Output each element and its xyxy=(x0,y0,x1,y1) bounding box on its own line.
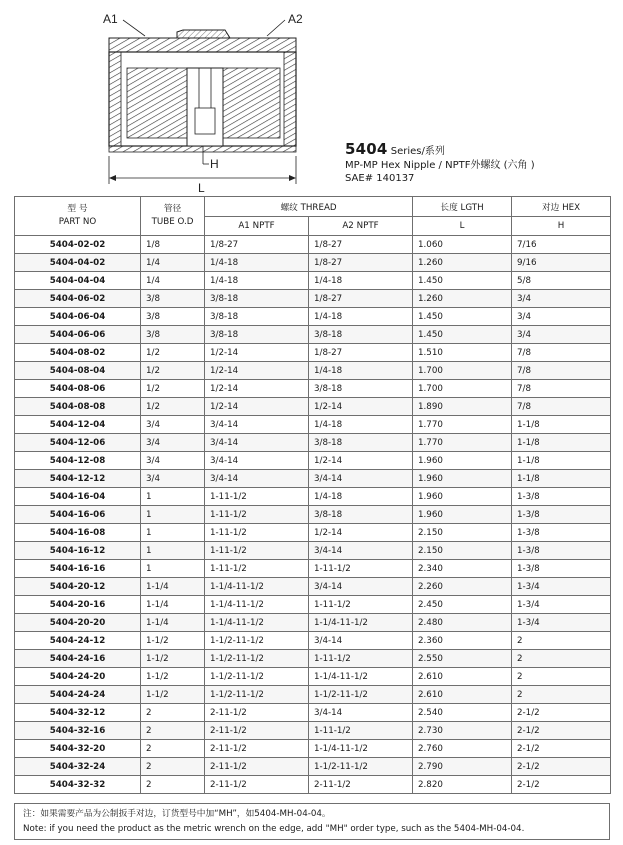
cell-length: 1.700 xyxy=(413,362,512,380)
header-length-sub: L xyxy=(413,217,512,236)
cell-tube-od: 1/4 xyxy=(141,254,205,272)
cell-thread-a1: 1/4-18 xyxy=(205,254,309,272)
header-part-no-en: PART NO xyxy=(58,217,97,227)
cell-thread-a2: 1-11-1/2 xyxy=(309,650,413,668)
note-cn: 注：如果需要产品为公制扳手对边，订货型号中加“MH”，如5404-MH-04-04。 xyxy=(23,809,331,819)
cell-thread-a2: 1/8-27 xyxy=(309,254,413,272)
header-length: 长度 LGTH xyxy=(413,197,512,217)
table-row xyxy=(15,560,611,578)
cell-length: 1.060 xyxy=(413,236,512,254)
cell-thread-a2: 1-11-1/2 xyxy=(309,560,413,578)
cell-thread-a2: 1/2-14 xyxy=(309,524,413,542)
cell-tube-od: 3/8 xyxy=(141,290,205,308)
header-tube-cn: 管径 xyxy=(163,204,182,214)
cell-thread-a1: 1-11-1/2 xyxy=(205,542,309,560)
cell-tube-od: 1-1/2 xyxy=(141,650,205,668)
cell-part-no: 5404-06-06 xyxy=(15,326,141,344)
cell-thread-a1: 2-11-1/2 xyxy=(205,758,309,776)
table-row xyxy=(15,308,611,326)
product-description: MP-MP Hex Nipple / NPTF外螺纹 (六角 ) xyxy=(345,160,535,171)
cell-hex: 1-3/8 xyxy=(512,560,611,578)
cell-tube-od: 2 xyxy=(141,776,205,794)
table-row xyxy=(15,254,611,272)
table-row xyxy=(15,398,611,416)
cell-hex: 1-3/4 xyxy=(512,596,611,614)
cell-part-no: 5404-24-16 xyxy=(15,650,141,668)
cell-length: 1.450 xyxy=(413,326,512,344)
cell-thread-a2: 3/4-14 xyxy=(309,578,413,596)
cell-length: 2.260 xyxy=(413,578,512,596)
order-note xyxy=(14,803,610,840)
cell-hex: 1-3/8 xyxy=(512,524,611,542)
cell-length: 2.480 xyxy=(413,614,512,632)
table-row xyxy=(15,668,611,686)
cell-thread-a1: 1-11-1/2 xyxy=(205,524,309,542)
cell-hex: 3/4 xyxy=(512,326,611,344)
cell-length: 2.360 xyxy=(413,632,512,650)
cell-length: 1.510 xyxy=(413,344,512,362)
cell-tube-od: 1-1/2 xyxy=(141,668,205,686)
cell-part-no: 5404-08-06 xyxy=(15,380,141,398)
cell-hex: 2-1/2 xyxy=(512,776,611,794)
cell-part-no: 5404-08-02 xyxy=(15,344,141,362)
cell-part-no: 5404-24-20 xyxy=(15,668,141,686)
cell-part-no: 5404-12-08 xyxy=(15,452,141,470)
table-row xyxy=(15,632,611,650)
cell-hex: 7/8 xyxy=(512,344,611,362)
cell-length: 1.450 xyxy=(413,308,512,326)
cell-part-no: 5404-32-20 xyxy=(15,740,141,758)
title-block xyxy=(345,142,615,185)
cell-thread-a1: 3/4-14 xyxy=(205,470,309,488)
cell-length: 1.960 xyxy=(413,506,512,524)
cell-hex: 1-3/4 xyxy=(512,614,611,632)
cell-thread-a1: 1/2-14 xyxy=(205,398,309,416)
cell-length: 1.890 xyxy=(413,398,512,416)
cell-length: 2.610 xyxy=(413,686,512,704)
cell-thread-a2: 1/8-27 xyxy=(309,344,413,362)
table-row xyxy=(15,452,611,470)
cell-part-no: 5404-16-16 xyxy=(15,560,141,578)
cell-thread-a2: 1/4-18 xyxy=(309,416,413,434)
cell-hex: 1-3/8 xyxy=(512,542,611,560)
cell-thread-a2: 1/4-18 xyxy=(309,308,413,326)
cell-part-no: 5404-06-02 xyxy=(15,290,141,308)
cell-hex: 5/8 xyxy=(512,272,611,290)
table-row xyxy=(15,524,611,542)
cell-part-no: 5404-32-16 xyxy=(15,722,141,740)
cell-thread-a2: 1/4-18 xyxy=(309,488,413,506)
cell-length: 2.150 xyxy=(413,542,512,560)
cell-hex: 1-1/8 xyxy=(512,434,611,452)
table-row xyxy=(15,362,611,380)
cell-thread-a2: 3/8-18 xyxy=(309,434,413,452)
header-hex: 对边 HEX xyxy=(512,197,611,217)
cell-tube-od: 1 xyxy=(141,524,205,542)
cell-part-no: 5404-24-12 xyxy=(15,632,141,650)
cell-part-no: 5404-20-12 xyxy=(15,578,141,596)
sae-number: SAE# 140137 xyxy=(345,173,415,184)
cell-thread-a2: 3/4-14 xyxy=(309,542,413,560)
cell-tube-od: 1-1/4 xyxy=(141,596,205,614)
cell-hex: 2-1/2 xyxy=(512,704,611,722)
spec-table xyxy=(14,196,611,794)
cell-thread-a2: 1-1/4-11-1/2 xyxy=(309,668,413,686)
cell-thread-a2: 3/8-18 xyxy=(309,506,413,524)
cell-hex: 2 xyxy=(512,650,611,668)
cell-part-no: 5404-12-06 xyxy=(15,434,141,452)
hex-nipple-drawing xyxy=(95,6,310,196)
table-row xyxy=(15,434,611,452)
cell-thread-a2: 3/4-14 xyxy=(309,704,413,722)
cell-thread-a1: 1-1/2-11-1/2 xyxy=(205,650,309,668)
cell-thread-a2: 3/8-18 xyxy=(309,326,413,344)
table-row xyxy=(15,380,611,398)
table-row xyxy=(15,542,611,560)
label-a1: A1 xyxy=(103,12,118,26)
cell-length: 2.790 xyxy=(413,758,512,776)
cell-length: 2.760 xyxy=(413,740,512,758)
cell-tube-od: 1/2 xyxy=(141,344,205,362)
series-suffix: Series/系列 xyxy=(387,146,445,157)
cell-part-no: 5404-08-08 xyxy=(15,398,141,416)
cell-length: 2.820 xyxy=(413,776,512,794)
cell-part-no: 5404-08-04 xyxy=(15,362,141,380)
cell-length: 1.960 xyxy=(413,452,512,470)
cell-thread-a1: 1-1/4-11-1/2 xyxy=(205,596,309,614)
cell-thread-a1: 1/2-14 xyxy=(205,362,309,380)
cell-tube-od: 1 xyxy=(141,560,205,578)
cell-thread-a2: 1/4-18 xyxy=(309,272,413,290)
cell-hex: 2-1/2 xyxy=(512,722,611,740)
table-row xyxy=(15,416,611,434)
cell-thread-a1: 2-11-1/2 xyxy=(205,740,309,758)
cell-part-no: 5404-20-16 xyxy=(15,596,141,614)
cell-thread-a1: 3/8-18 xyxy=(205,290,309,308)
top-thread xyxy=(109,38,296,52)
cell-thread-a1: 3/8-18 xyxy=(205,326,309,344)
cell-length: 2.340 xyxy=(413,560,512,578)
cell-tube-od: 3/8 xyxy=(141,308,205,326)
cell-thread-a1: 3/4-14 xyxy=(205,434,309,452)
cell-length: 1.770 xyxy=(413,434,512,452)
cell-hex: 1-3/8 xyxy=(512,488,611,506)
cell-thread-a2: 1/2-14 xyxy=(309,452,413,470)
cell-part-no: 5404-16-06 xyxy=(15,506,141,524)
table-row xyxy=(15,686,611,704)
table-row xyxy=(15,326,611,344)
table-row xyxy=(15,578,611,596)
cell-tube-od: 2 xyxy=(141,722,205,740)
cell-part-no: 5404-16-04 xyxy=(15,488,141,506)
table-row xyxy=(15,650,611,668)
cell-tube-od: 1-1/2 xyxy=(141,632,205,650)
cell-thread-a2: 1/8-27 xyxy=(309,290,413,308)
cell-thread-a1: 1-1/4-11-1/2 xyxy=(205,578,309,596)
cell-thread-a1: 3/4-14 xyxy=(205,416,309,434)
header-a2: A2 NPTF xyxy=(309,217,413,236)
cell-hex: 2 xyxy=(512,686,611,704)
cell-thread-a1: 1-1/2-11-1/2 xyxy=(205,632,309,650)
cell-part-no: 5404-20-20 xyxy=(15,614,141,632)
cell-thread-a2: 3/4-14 xyxy=(309,470,413,488)
cell-part-no: 5404-24-24 xyxy=(15,686,141,704)
cell-thread-a2: 1-1/2-11-1/2 xyxy=(309,686,413,704)
cell-thread-a1: 1-11-1/2 xyxy=(205,488,309,506)
table-row xyxy=(15,290,611,308)
cell-hex: 9/16 xyxy=(512,254,611,272)
cell-thread-a2: 3/4-14 xyxy=(309,632,413,650)
cell-length: 1.260 xyxy=(413,254,512,272)
cell-tube-od: 1-1/4 xyxy=(141,578,205,596)
cell-thread-a1: 1-1/2-11-1/2 xyxy=(205,686,309,704)
header-a1: A1 NPTF xyxy=(205,217,309,236)
header-part-no xyxy=(15,197,141,236)
label-a2: A2 xyxy=(288,12,303,26)
cell-tube-od: 1/4 xyxy=(141,272,205,290)
cell-tube-od: 3/4 xyxy=(141,416,205,434)
cell-length: 2.540 xyxy=(413,704,512,722)
table-row xyxy=(15,740,611,758)
cell-length: 2.730 xyxy=(413,722,512,740)
cell-thread-a2: 1-11-1/2 xyxy=(309,596,413,614)
table-row xyxy=(15,596,611,614)
cell-thread-a2: 1/4-18 xyxy=(309,362,413,380)
cell-thread-a2: 1/2-14 xyxy=(309,398,413,416)
cell-hex: 3/4 xyxy=(512,290,611,308)
cell-thread-a1: 1-1/4-11-1/2 xyxy=(205,614,309,632)
cell-thread-a1: 1/2-14 xyxy=(205,344,309,362)
cell-tube-od: 1-1/2 xyxy=(141,686,205,704)
cell-part-no: 5404-16-12 xyxy=(15,542,141,560)
header-hex-sub: H xyxy=(512,217,611,236)
cell-hex: 7/8 xyxy=(512,398,611,416)
cell-tube-od: 1/8 xyxy=(141,236,205,254)
right-wall xyxy=(284,52,296,146)
cell-tube-od: 3/4 xyxy=(141,470,205,488)
cell-length: 2.550 xyxy=(413,650,512,668)
cell-tube-od: 2 xyxy=(141,758,205,776)
cell-length: 1.450 xyxy=(413,272,512,290)
cell-hex: 7/16 xyxy=(512,236,611,254)
table-row xyxy=(15,506,611,524)
cell-part-no: 5404-32-12 xyxy=(15,704,141,722)
table-row xyxy=(15,344,611,362)
cell-thread-a1: 1-11-1/2 xyxy=(205,560,309,578)
cell-tube-od: 1/2 xyxy=(141,380,205,398)
label-h: H xyxy=(210,157,219,171)
cell-length: 1.700 xyxy=(413,380,512,398)
cell-thread-a2: 1-1/4-11-1/2 xyxy=(309,740,413,758)
cell-hex: 2 xyxy=(512,668,611,686)
table-row xyxy=(15,614,611,632)
table-row xyxy=(15,236,611,254)
cell-part-no: 5404-04-02 xyxy=(15,254,141,272)
cell-part-no: 5404-32-32 xyxy=(15,776,141,794)
cell-thread-a2: 1-11-1/2 xyxy=(309,722,413,740)
cell-length: 1.960 xyxy=(413,470,512,488)
cell-part-no: 5404-12-12 xyxy=(15,470,141,488)
cell-thread-a1: 2-11-1/2 xyxy=(205,722,309,740)
cell-part-no: 5404-32-24 xyxy=(15,758,141,776)
cell-thread-a2: 2-11-1/2 xyxy=(309,776,413,794)
cell-tube-od: 3/4 xyxy=(141,434,205,452)
cell-thread-a1: 1/2-14 xyxy=(205,380,309,398)
table-row xyxy=(15,470,611,488)
cell-hex: 2 xyxy=(512,632,611,650)
header-part-no-cn: 型 号 xyxy=(67,204,88,214)
table-row xyxy=(15,758,611,776)
header-tube xyxy=(141,197,205,236)
cell-tube-od: 1 xyxy=(141,506,205,524)
cell-part-no: 5404-02-02 xyxy=(15,236,141,254)
table-row xyxy=(15,488,611,506)
cell-thread-a2: 3/8-18 xyxy=(309,380,413,398)
spec-table-body xyxy=(15,236,611,794)
table-row xyxy=(15,272,611,290)
cell-thread-a1: 3/8-18 xyxy=(205,308,309,326)
cell-tube-od: 1/2 xyxy=(141,362,205,380)
cell-part-no: 5404-16-08 xyxy=(15,524,141,542)
note-en: Note: if you need the product as the metric wrench on the edge, add "MH" order type, such as the 5404-MH-04-04. xyxy=(23,824,525,834)
cell-length: 1.960 xyxy=(413,488,512,506)
left-wall xyxy=(109,52,121,146)
cell-length: 1.260 xyxy=(413,290,512,308)
cell-thread-a2: 1/8-27 xyxy=(309,236,413,254)
cell-part-no: 5404-06-04 xyxy=(15,308,141,326)
cell-length: 2.610 xyxy=(413,668,512,686)
cell-hex: 7/8 xyxy=(512,380,611,398)
cell-tube-od: 3/8 xyxy=(141,326,205,344)
cell-part-no: 5404-12-04 xyxy=(15,416,141,434)
cell-thread-a1: 3/4-14 xyxy=(205,452,309,470)
cell-tube-od: 1-1/4 xyxy=(141,614,205,632)
cell-hex: 3/4 xyxy=(512,308,611,326)
cell-hex: 2-1/2 xyxy=(512,758,611,776)
cell-thread-a1: 1/8-27 xyxy=(205,236,309,254)
table-row xyxy=(15,722,611,740)
series-line xyxy=(345,142,615,159)
cell-part-no: 5404-04-04 xyxy=(15,272,141,290)
cell-hex: 1-3/4 xyxy=(512,578,611,596)
table-row xyxy=(15,704,611,722)
cell-length: 1.770 xyxy=(413,416,512,434)
cell-tube-od: 2 xyxy=(141,704,205,722)
cell-tube-od: 3/4 xyxy=(141,452,205,470)
cell-thread-a1: 1/4-18 xyxy=(205,272,309,290)
cell-hex: 1-1/8 xyxy=(512,416,611,434)
cell-thread-a1: 2-11-1/2 xyxy=(205,776,309,794)
cell-hex: 7/8 xyxy=(512,362,611,380)
cell-tube-od: 1 xyxy=(141,542,205,560)
header-tube-en: TUBE O.D xyxy=(151,217,194,227)
cell-thread-a1: 1-1/2-11-1/2 xyxy=(205,668,309,686)
cell-tube-od: 1/2 xyxy=(141,398,205,416)
cell-hex: 1-1/8 xyxy=(512,452,611,470)
header-thread: 螺纹 THREAD xyxy=(205,197,413,217)
cell-thread-a2: 1-1/2-11-1/2 xyxy=(309,758,413,776)
cell-length: 2.150 xyxy=(413,524,512,542)
cell-hex: 1-1/8 xyxy=(512,470,611,488)
table-row xyxy=(15,776,611,794)
label-l: L xyxy=(198,181,205,195)
cell-hex: 2-1/2 xyxy=(512,740,611,758)
cell-tube-od: 2 xyxy=(141,740,205,758)
cell-thread-a1: 2-11-1/2 xyxy=(205,704,309,722)
series-number: 5404 xyxy=(345,140,388,158)
cell-tube-od: 1 xyxy=(141,488,205,506)
cell-hex: 1-3/8 xyxy=(512,506,611,524)
cell-thread-a2: 1-1/4-11-1/2 xyxy=(309,614,413,632)
cell-thread-a1: 1-11-1/2 xyxy=(205,506,309,524)
cell-length: 2.450 xyxy=(413,596,512,614)
hex-section xyxy=(177,30,230,38)
